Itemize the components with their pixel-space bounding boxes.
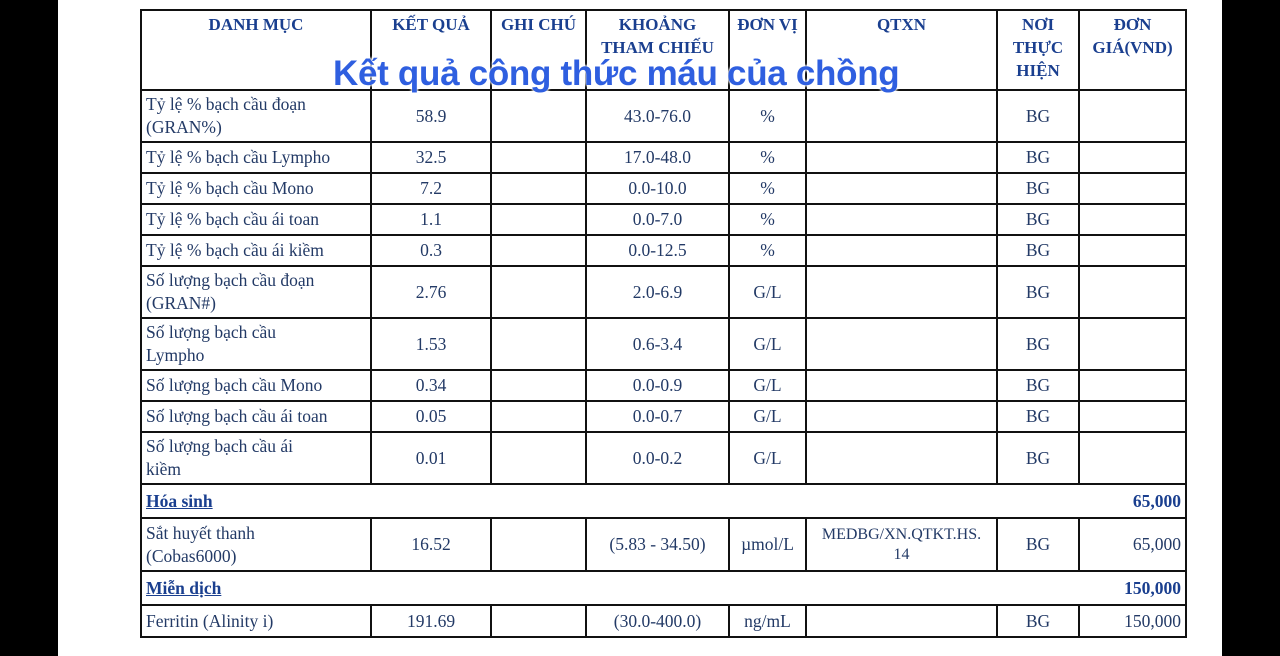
table-row bbox=[141, 142, 1186, 173]
header-khoang-tham-chieu: KHOẢNG THAM CHIẾU bbox=[586, 10, 729, 90]
section-total-hoa-sinh: 65,000 bbox=[729, 484, 1186, 518]
row-name: Tỷ lệ % bạch cầu ái toan bbox=[141, 204, 371, 235]
row-price bbox=[1079, 142, 1186, 173]
row-note bbox=[491, 173, 586, 204]
row-qtxn bbox=[806, 235, 997, 266]
row-unit: G/L bbox=[729, 318, 806, 370]
section-row-hoa-sinh bbox=[141, 484, 1186, 518]
row-note bbox=[491, 318, 586, 370]
row-ref: 43.0-76.0 bbox=[586, 90, 729, 142]
row-qtxn bbox=[806, 401, 997, 432]
header-don-gia: ĐƠN GIÁ(VND) bbox=[1079, 10, 1186, 90]
row-note bbox=[491, 401, 586, 432]
row-note bbox=[491, 90, 586, 142]
row-name: Tỷ lệ % bạch cầu đoạn (GRAN%) bbox=[141, 90, 371, 142]
row-qtxn bbox=[806, 90, 997, 142]
row-price bbox=[1079, 204, 1186, 235]
row-name: Số lượng bạch cầu ái kiềm bbox=[141, 432, 371, 484]
table-row bbox=[141, 235, 1186, 266]
table-row bbox=[141, 204, 1186, 235]
row-name: Số lượng bạch cầu Lympho bbox=[141, 318, 371, 370]
results-table bbox=[140, 9, 1187, 638]
row-ref: 17.0-48.0 bbox=[586, 142, 729, 173]
row-place: BG bbox=[997, 370, 1079, 401]
row-result: 58.9 bbox=[371, 90, 491, 142]
section-title-hoa-sinh: Hóa sinh bbox=[146, 490, 213, 511]
row-ref: 0.0-12.5 bbox=[586, 235, 729, 266]
row-qtxn bbox=[806, 173, 997, 204]
row-qtxn bbox=[806, 266, 997, 318]
section-row-mien-dich bbox=[141, 571, 1186, 605]
row-result: 0.34 bbox=[371, 370, 491, 401]
row-ref: 0.0-7.0 bbox=[586, 204, 729, 235]
table-row bbox=[141, 318, 1186, 370]
row-place: BG bbox=[997, 142, 1079, 173]
row-price bbox=[1079, 432, 1186, 484]
row-note bbox=[491, 432, 586, 484]
row-ref: 0.0-10.0 bbox=[586, 173, 729, 204]
row-ref: 0.6-3.4 bbox=[586, 318, 729, 370]
table-row bbox=[141, 432, 1186, 484]
row-note bbox=[491, 235, 586, 266]
row-ref: (5.83 - 34.50) bbox=[586, 518, 729, 571]
row-name: Tỷ lệ % bạch cầu Mono bbox=[141, 173, 371, 204]
row-result: 191.69 bbox=[371, 605, 491, 637]
table-row bbox=[141, 266, 1186, 318]
row-place: BG bbox=[997, 204, 1079, 235]
row-ref: 2.0-6.9 bbox=[586, 266, 729, 318]
row-name: Tỷ lệ % bạch cầu Lympho bbox=[141, 142, 371, 173]
row-unit: G/L bbox=[729, 370, 806, 401]
row-unit: % bbox=[729, 90, 806, 142]
row-unit: µmol/L bbox=[729, 518, 806, 571]
row-ref: 0.0-0.7 bbox=[586, 401, 729, 432]
header-qtxn: QTXN bbox=[806, 10, 997, 90]
row-place: BG bbox=[997, 318, 1079, 370]
row-place: BG bbox=[997, 90, 1079, 142]
row-unit: % bbox=[729, 235, 806, 266]
row-price bbox=[1079, 318, 1186, 370]
row-unit: % bbox=[729, 142, 806, 173]
row-qtxn bbox=[806, 204, 997, 235]
row-unit: % bbox=[729, 204, 806, 235]
header-don-vi: ĐƠN VỊ bbox=[729, 10, 806, 90]
row-ref: (30.0-400.0) bbox=[586, 605, 729, 637]
row-name: Số lượng bạch cầu đoạn (GRAN#) bbox=[141, 266, 371, 318]
header-danh-muc: DANH MỤC bbox=[141, 10, 371, 90]
table-row bbox=[141, 401, 1186, 432]
header-ket-qua: KẾT QUẢ bbox=[371, 10, 491, 90]
row-price bbox=[1079, 173, 1186, 204]
row-note bbox=[491, 266, 586, 318]
row-result: 0.01 bbox=[371, 432, 491, 484]
row-place: BG bbox=[997, 235, 1079, 266]
row-unit: G/L bbox=[729, 401, 806, 432]
row-name: Sắt huyết thanh (Cobas6000) bbox=[141, 518, 371, 571]
row-note bbox=[491, 204, 586, 235]
row-name: Ferritin (Alinity i) bbox=[141, 605, 371, 637]
row-note bbox=[491, 518, 586, 571]
row-result: 1.53 bbox=[371, 318, 491, 370]
row-price bbox=[1079, 235, 1186, 266]
row-result: 2.76 bbox=[371, 266, 491, 318]
row-result: 16.52 bbox=[371, 518, 491, 571]
row-place: BG bbox=[997, 605, 1079, 637]
row-note bbox=[491, 370, 586, 401]
row-qtxn bbox=[806, 142, 997, 173]
row-unit: G/L bbox=[729, 266, 806, 318]
row-qtxn bbox=[806, 318, 997, 370]
header-noi-thuc-hien: NƠI THỰC HIỆN bbox=[997, 10, 1079, 90]
row-qtxn bbox=[806, 605, 997, 637]
row-place: BG bbox=[997, 518, 1079, 571]
row-name: Số lượng bạch cầu Mono bbox=[141, 370, 371, 401]
row-price: 65,000 bbox=[1079, 518, 1186, 571]
table-row bbox=[141, 605, 1186, 637]
overlay-title: Kết quả công thức máu của chồng bbox=[333, 54, 900, 93]
row-price bbox=[1079, 90, 1186, 142]
row-place: BG bbox=[997, 401, 1079, 432]
row-qtxn bbox=[806, 432, 997, 484]
row-place: BG bbox=[997, 432, 1079, 484]
row-ref: 0.0-0.2 bbox=[586, 432, 729, 484]
row-ref: 0.0-0.9 bbox=[586, 370, 729, 401]
table-row bbox=[141, 518, 1186, 571]
row-price bbox=[1079, 401, 1186, 432]
row-unit: G/L bbox=[729, 432, 806, 484]
row-note bbox=[491, 142, 586, 173]
row-qtxn: MEDBG/XN.QTKT.HS. 14 bbox=[806, 518, 997, 571]
row-unit: ng/mL bbox=[729, 605, 806, 637]
row-note bbox=[491, 605, 586, 637]
row-price bbox=[1079, 266, 1186, 318]
table-row bbox=[141, 370, 1186, 401]
row-result: 32.5 bbox=[371, 142, 491, 173]
row-name: Tỷ lệ % bạch cầu ái kiềm bbox=[141, 235, 371, 266]
row-price bbox=[1079, 370, 1186, 401]
row-qtxn bbox=[806, 370, 997, 401]
section-title-mien-dich: Miễn dịch bbox=[146, 577, 222, 598]
row-price: 150,000 bbox=[1079, 605, 1186, 637]
row-unit: % bbox=[729, 173, 806, 204]
row-result: 7.2 bbox=[371, 173, 491, 204]
row-result: 0.05 bbox=[371, 401, 491, 432]
row-name: Số lượng bạch cầu ái toan bbox=[141, 401, 371, 432]
row-result: 1.1 bbox=[371, 204, 491, 235]
section-total-mien-dich: 150,000 bbox=[729, 571, 1186, 605]
table-row bbox=[141, 90, 1186, 142]
row-place: BG bbox=[997, 173, 1079, 204]
table-row bbox=[141, 173, 1186, 204]
row-result: 0.3 bbox=[371, 235, 491, 266]
header-ghi-chu: GHI CHÚ bbox=[491, 10, 586, 90]
row-place: BG bbox=[997, 266, 1079, 318]
